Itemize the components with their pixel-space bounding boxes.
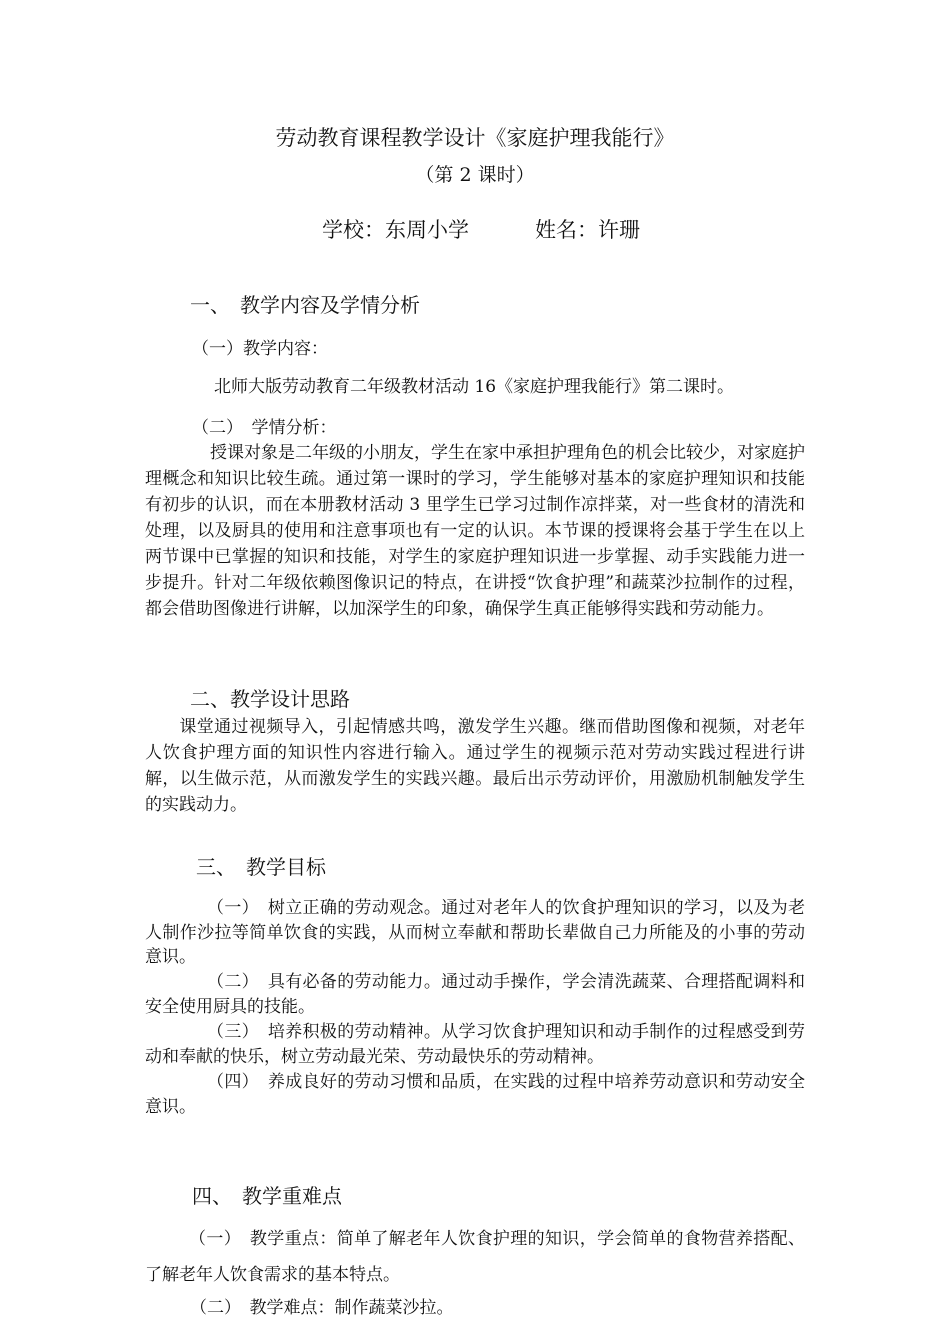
teacher-name: 姓名：许珊 [535,218,640,242]
lesson-number: （第 2 课时） [415,164,535,186]
goal-item: （二） 具有必备的劳动能力。通过动手操作，学会清洗蔬菜、合理搭配调料和安全使用厨具的技能。 [145,972,805,1017]
section-1-sub2-heading: （二） 学情分析： [192,418,337,438]
key-point-text: （一） 教学重点：简单了解老年人饮食护理的知识，学会简单的食物营养搭配、了解老年人饮食需求的基本特点。 [145,1229,805,1285]
document-title: 劳动教育课程教学设计《家庭护理我能行》 [275,126,675,150]
section-1-sub2-text: 授课对象是二年级的小朋友，学生在家中承担护理角色的机会比较少，对家庭护理概念和知识比较生疏。通过第一课时的学习，学生能够对基本的家庭护理知识和技能有初步的认识，而在本册教材活动 3 里学生已学习过制作凉拌菜，对一些食材的清洗和处理，以及厨具的使用和注意事项也有一定的认识。本节课的授课将会基于学生在以上两节课中已掌握的知识和技能，对学生的家庭护理知识进一步掌握、动手实践能力进一步提升。针对二年级依赖图像识记的特点，在讲授“饮食护理”和蔬菜沙拉制作的过程，都会借助图像进行讲解，以加深学生的印象，确保学生真正能够得实践和劳动能力。 [145,443,805,619]
goal-item: （四） 养成良好的劳动习惯和品质，在实践的过程中培养劳动意识和劳动安全意识。 [145,1072,805,1117]
section-4-heading: 四、 教学重难点 [192,1184,342,1208]
author-row [322,214,640,244]
section-2-heading: 二、教学设计思路 [190,687,350,711]
section-1-heading: 一、 教学内容及学情分析 [190,293,420,317]
section-1-sub1-text: 北师大版劳动教育二年级教材活动 16《家庭护理我能行》第二课时。 [214,377,735,397]
school-label: 学校：东周小学 [322,218,469,242]
section-3-heading: 三、 教学目标 [196,855,326,879]
goal-item: （一） 树立正确的劳动观念。通过对老年人的饮食护理知识的学习，以及为老人制作沙拉等简单饮食的实践，从而树立奉献和帮助长辈做自己力所能及的小事的劳动意识。 [145,898,805,968]
section-2-text: 课堂通过视频导入，引起情感共鸣，激发学生兴趣。继而借助图像和视频，对老年人饮食护理方面的知识性内容进行输入。通过学生的视频示范对劳动实践过程进行讲解，以生做示范，从而激发学生的实践兴趣。最后出示劳动评价，用激励机制触发学生的实践动力。 [145,717,805,815]
difficulty-text: （二） 教学难点：制作蔬菜沙拉。 [190,1298,454,1318]
goal-item: （三） 培养积极的劳动精神。从学习饮食护理知识和动手制作的过程感受到劳动和奉献的快乐，树立劳动最光荣、劳动最快乐的劳动精神。 [145,1022,805,1067]
section-1-sub1-heading: （一）教学内容： [192,339,328,359]
